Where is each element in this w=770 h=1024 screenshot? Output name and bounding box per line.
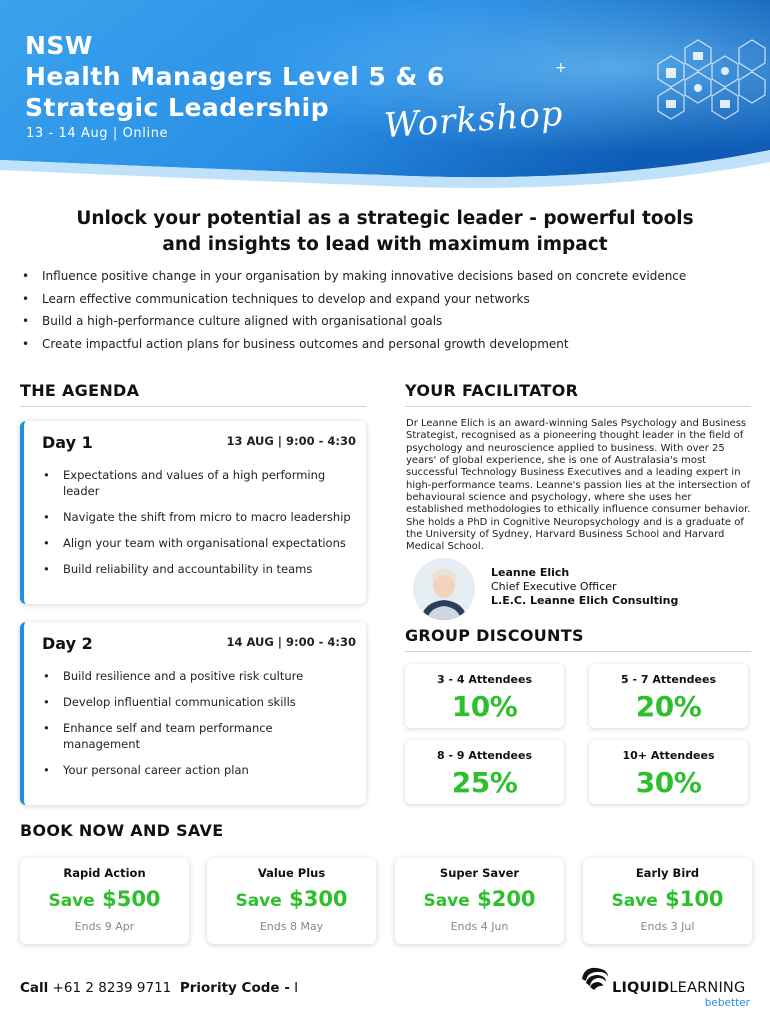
booking-saving (20, 887, 189, 911)
benefit-item: • Build a high-performance culture aligned with organisational goals (20, 310, 760, 333)
booking-saving (583, 887, 752, 911)
day-1-time: 13 AUG | 9:00 - 4:30 (226, 434, 356, 448)
phone-number[interactable]: +61 2 8239 9711 (52, 980, 172, 996)
agenda-item: • Build resilience and a positive risk culture (42, 668, 352, 684)
agenda-title: THE AGENDA (20, 381, 140, 400)
save-amount: $500 (102, 887, 161, 911)
event-dates: 13 - 14 Aug | Online (26, 126, 169, 141)
discounts-divider (405, 651, 751, 652)
booking-ends: Ends 8 May (259, 920, 324, 933)
logo-wordmark (612, 980, 745, 996)
headline-line-2: and insights to lead with maximum impact (162, 234, 608, 255)
facilitator-role: Chief Executive Officer (491, 580, 617, 593)
event-title (25, 30, 445, 123)
save-word: Save (48, 891, 95, 911)
facilitator-divider (405, 406, 751, 407)
booking-ends: Ends 3 Jul (640, 920, 695, 933)
agenda-item: • Navigate the shift from micro to macro leadership (42, 509, 352, 525)
agenda-item: • Align your team with organisational expectations (42, 535, 352, 551)
save-amount: $300 (289, 887, 348, 911)
discount-value: 10% (451, 690, 518, 723)
booking-saving (207, 887, 376, 911)
agenda-divider (20, 406, 366, 407)
booking-option-name: Early Bird (635, 866, 700, 880)
discount-value: 30% (635, 766, 702, 799)
benefits-list (20, 265, 760, 355)
booking-ends: Ends 9 Apr (74, 920, 135, 933)
agenda-item: • Build reliability and accountability in teams (42, 561, 352, 577)
save-word: Save (423, 891, 470, 911)
booking-saving (395, 887, 564, 911)
title-line-3: Strategic Leadership (25, 93, 330, 122)
discount-value: 20% (635, 690, 702, 723)
discount-label: 10+ Attendees (622, 749, 715, 762)
day-2-items (42, 668, 352, 788)
title-line-1: NSW (25, 31, 94, 60)
discount-tier (589, 740, 748, 804)
agenda-item: • Enhance self and team performance management (42, 720, 352, 752)
save-word: Save (611, 891, 658, 911)
workshop-script: Workshop (382, 93, 565, 147)
booking-option-early-bird[interactable] (583, 858, 752, 944)
save-word: Save (235, 891, 282, 911)
day-1-name: Day 1 (42, 433, 93, 452)
facilitator-bio: Dr Leanne Elich is an award-winning Sales Psychology and Business Strategist, recognised as a pioneering thought leader in the field of psychology and neuroscience applied to business. With over 25 years' of global experience, she is one of Australasia's most successful Technology Business Executives and a leading expert in high-performance teams. Leanne's passion lies at the intersection of behavioural science and psychology, where she uses her established methodologies to ethically influence consumer behavior. She holds a PhD in Cognitive Neuropsychology and is a graduate of the University of Sydney, Harvard Business School and Harvard Medical School. (406, 418, 751, 553)
facilitator-details (491, 566, 678, 608)
priority-label: Priority Code - (179, 980, 290, 996)
booking-option-rapid-action[interactable] (20, 858, 189, 944)
discount-tier (405, 664, 564, 728)
discount-tier (589, 664, 748, 728)
benefit-item: • Create impactful action plans for business outcomes and personal growth development (20, 333, 760, 356)
discounts-title: GROUP DISCOUNTS (405, 626, 584, 645)
call-label: Call (20, 980, 49, 996)
booking-option-name: Rapid Action (63, 866, 146, 880)
headline-line-1: Unlock your potential as a strategic leader - powerful tools (76, 208, 694, 229)
booking-option-super-saver[interactable] (395, 858, 564, 944)
logo-mark-icon (578, 965, 612, 995)
day-1-items (42, 467, 352, 587)
booking-option-name: Value Plus (257, 866, 326, 880)
header-banner (0, 0, 770, 190)
logo-tagline: bebetter (704, 997, 750, 1009)
day-1-card (20, 421, 366, 604)
agenda-item: • Your personal career action plan (42, 762, 352, 778)
logo-bold: LIQUID (612, 980, 670, 996)
day-2-time: 14 AUG | 9:00 - 4:30 (226, 635, 356, 649)
priority-code: I (294, 980, 299, 996)
facilitator-title: YOUR FACILITATOR (405, 381, 579, 400)
headline (20, 206, 750, 258)
discount-tier (405, 740, 564, 804)
day-2-name: Day 2 (42, 634, 93, 653)
benefit-item: • Learn effective communication techniques to develop and expand your networks (20, 288, 760, 311)
save-amount: $200 (477, 887, 536, 911)
booking-option-value-plus[interactable] (207, 858, 376, 944)
title-line-2: Health Managers Level 5 & 6 (25, 62, 445, 91)
agenda-item: • Develop influential communication skills (42, 694, 352, 710)
call-line (20, 980, 298, 996)
booking-option-name: Super Saver (439, 866, 520, 880)
save-amount: $100 (665, 887, 724, 911)
facilitator-name: Leanne Elich (491, 566, 570, 579)
facilitator-company: L.E.C. Leanne Elich Consulting (491, 594, 679, 607)
booking-ends: Ends 4 Jun (450, 920, 509, 933)
agenda-item: • Expectations and values of a high performing leader (42, 467, 352, 499)
discount-label: 8 - 9 Attendees (436, 749, 533, 762)
discount-value: 25% (451, 766, 518, 799)
discount-label: 3 - 4 Attendees (436, 673, 533, 686)
liquid-learning-logo (578, 965, 753, 1015)
svg-text:+: + (555, 60, 567, 76)
benefit-item: • Influence positive change in your organisation by making innovative decisions based on concrete evidence (20, 265, 760, 288)
person-avatar-icon (413, 558, 475, 620)
day-2-card (20, 622, 366, 805)
logo-light: LEARNING (669, 980, 746, 996)
discount-label: 5 - 7 Attendees (620, 673, 717, 686)
booking-title: BOOK NOW AND SAVE (20, 821, 224, 840)
facilitator-photo (413, 558, 475, 620)
